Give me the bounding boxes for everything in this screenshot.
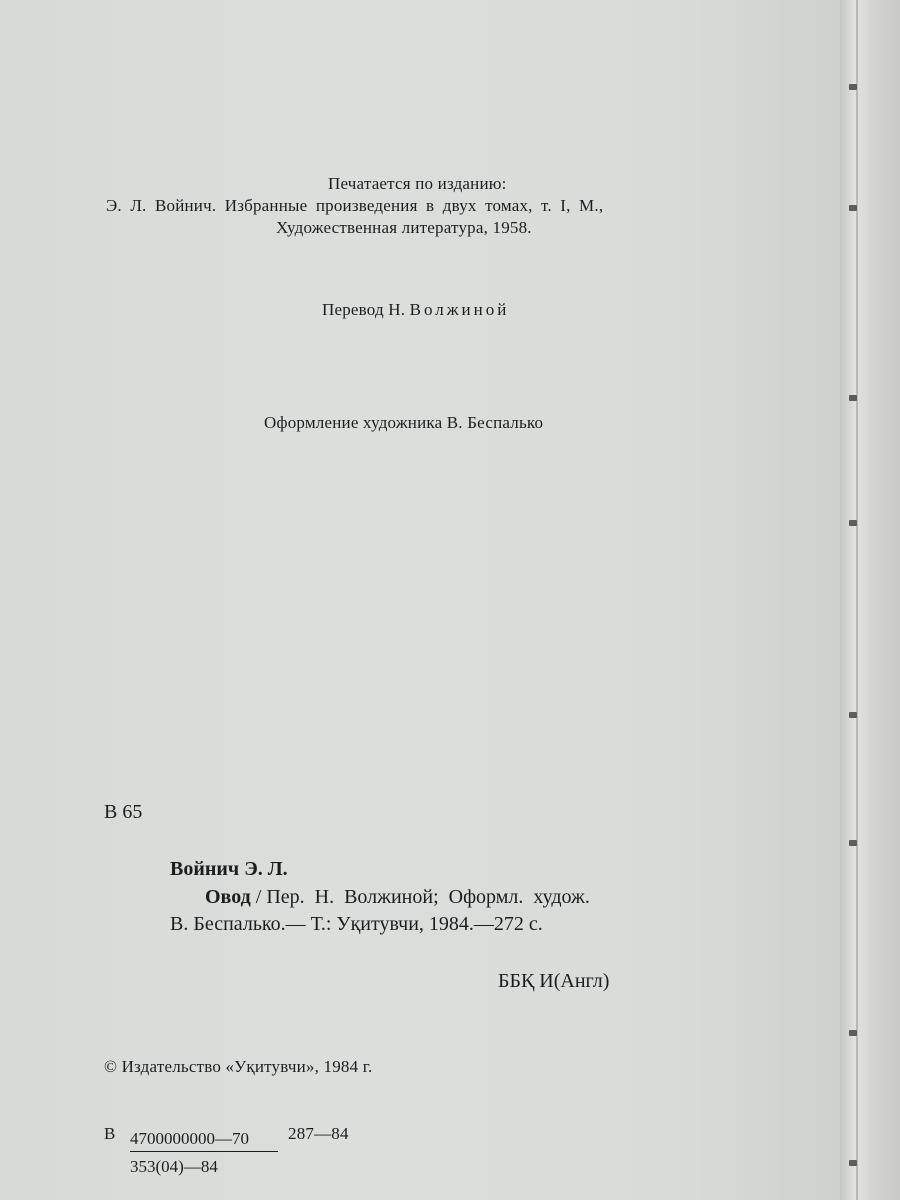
source-line-2: Художественная литература, 1958. [276,218,532,237]
binding-thread [856,0,858,1200]
translation-credit [322,300,509,320]
catalog-entry-line-2: В. Беспалько.— Т.: Уқитувчи, 1984.—272 с. [170,913,543,935]
binding-stitch [849,395,857,401]
book-title: Овод [205,886,251,908]
index-numerator: 4700000000—70 [130,1129,278,1152]
translator-name: Волжиной [409,300,510,319]
index-letter: В [104,1124,116,1143]
catalog-author: Войнич Э. Л. [170,858,288,880]
binding-stitch [849,84,857,90]
binding-stitch [849,1030,857,1036]
entry-line-1-rest: / Пер. Н. Волжиной; Оформл. худож. [255,886,590,908]
binding-stitch [849,520,857,526]
bbk-code: ББҚ И(Англ) [498,970,610,992]
copyright-line [104,1057,372,1077]
source-line-1: Э. Л. Войнич. Избранные произведения в двух томах, т. I, М., [106,196,604,215]
catalog-code: В 65 [104,801,143,823]
design-credit: Оформление художника В. Беспалько [264,413,544,432]
book-spine [840,0,900,1200]
binding-stitch [849,1160,857,1166]
catalog-entry-line-1 [205,886,590,909]
translation-label: Перевод Н. [322,300,406,319]
source-heading: Печатается по изданию: [328,174,507,193]
index-denominator: 353(04)—84 [130,1157,218,1176]
binding-stitch [849,840,857,846]
binding-stitch [849,712,857,718]
copyright-symbol: © [104,1057,118,1076]
binding-stitch [849,205,857,211]
index-suffix: 287—84 [288,1124,349,1143]
copyright-text: Издательство «Уқитувчи», 1984 г. [121,1057,373,1076]
